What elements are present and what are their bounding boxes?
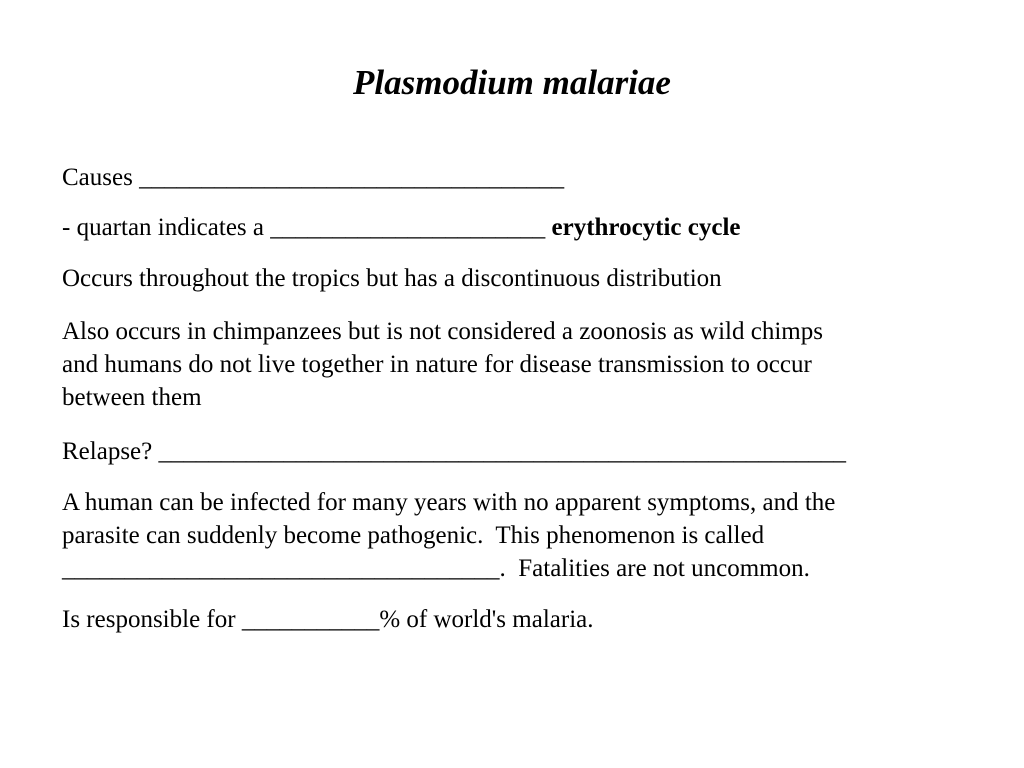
chimpanzee-line-3: between them xyxy=(62,384,202,411)
slide-title: Plasmodium malariae xyxy=(353,63,671,102)
relapse-line: Relapse? _______________________________________________________ xyxy=(62,438,846,465)
erythrocytic-cycle-text: erythrocytic cycle xyxy=(551,214,741,241)
infection-line-2: parasite can suddenly become pathogenic. This phenomenon is called xyxy=(62,522,765,549)
responsibility-line: Is responsible for ___________% of world's malaria. xyxy=(62,606,594,633)
chimpanzee-line-1: Also occurs in chimpanzees but is not considered a zoonosis as wild chimps xyxy=(62,318,823,345)
quartan-line xyxy=(62,211,962,244)
infection-line-3: ___________________________________. Fatalities are not uncommon. xyxy=(62,555,810,582)
chimpanzee-line-2: and humans do not live together in nature for disease transmission to occur xyxy=(62,351,812,378)
causes-line: Causes __________________________________ xyxy=(62,164,565,191)
distribution-line: Occurs throughout the tropics but has a discontinuous distribution xyxy=(62,265,722,292)
quartan-text: - quartan indicates a ______________________ xyxy=(62,214,552,241)
infection-line-1: A human can be infected for many years with no apparent symptoms, and the xyxy=(62,489,836,516)
